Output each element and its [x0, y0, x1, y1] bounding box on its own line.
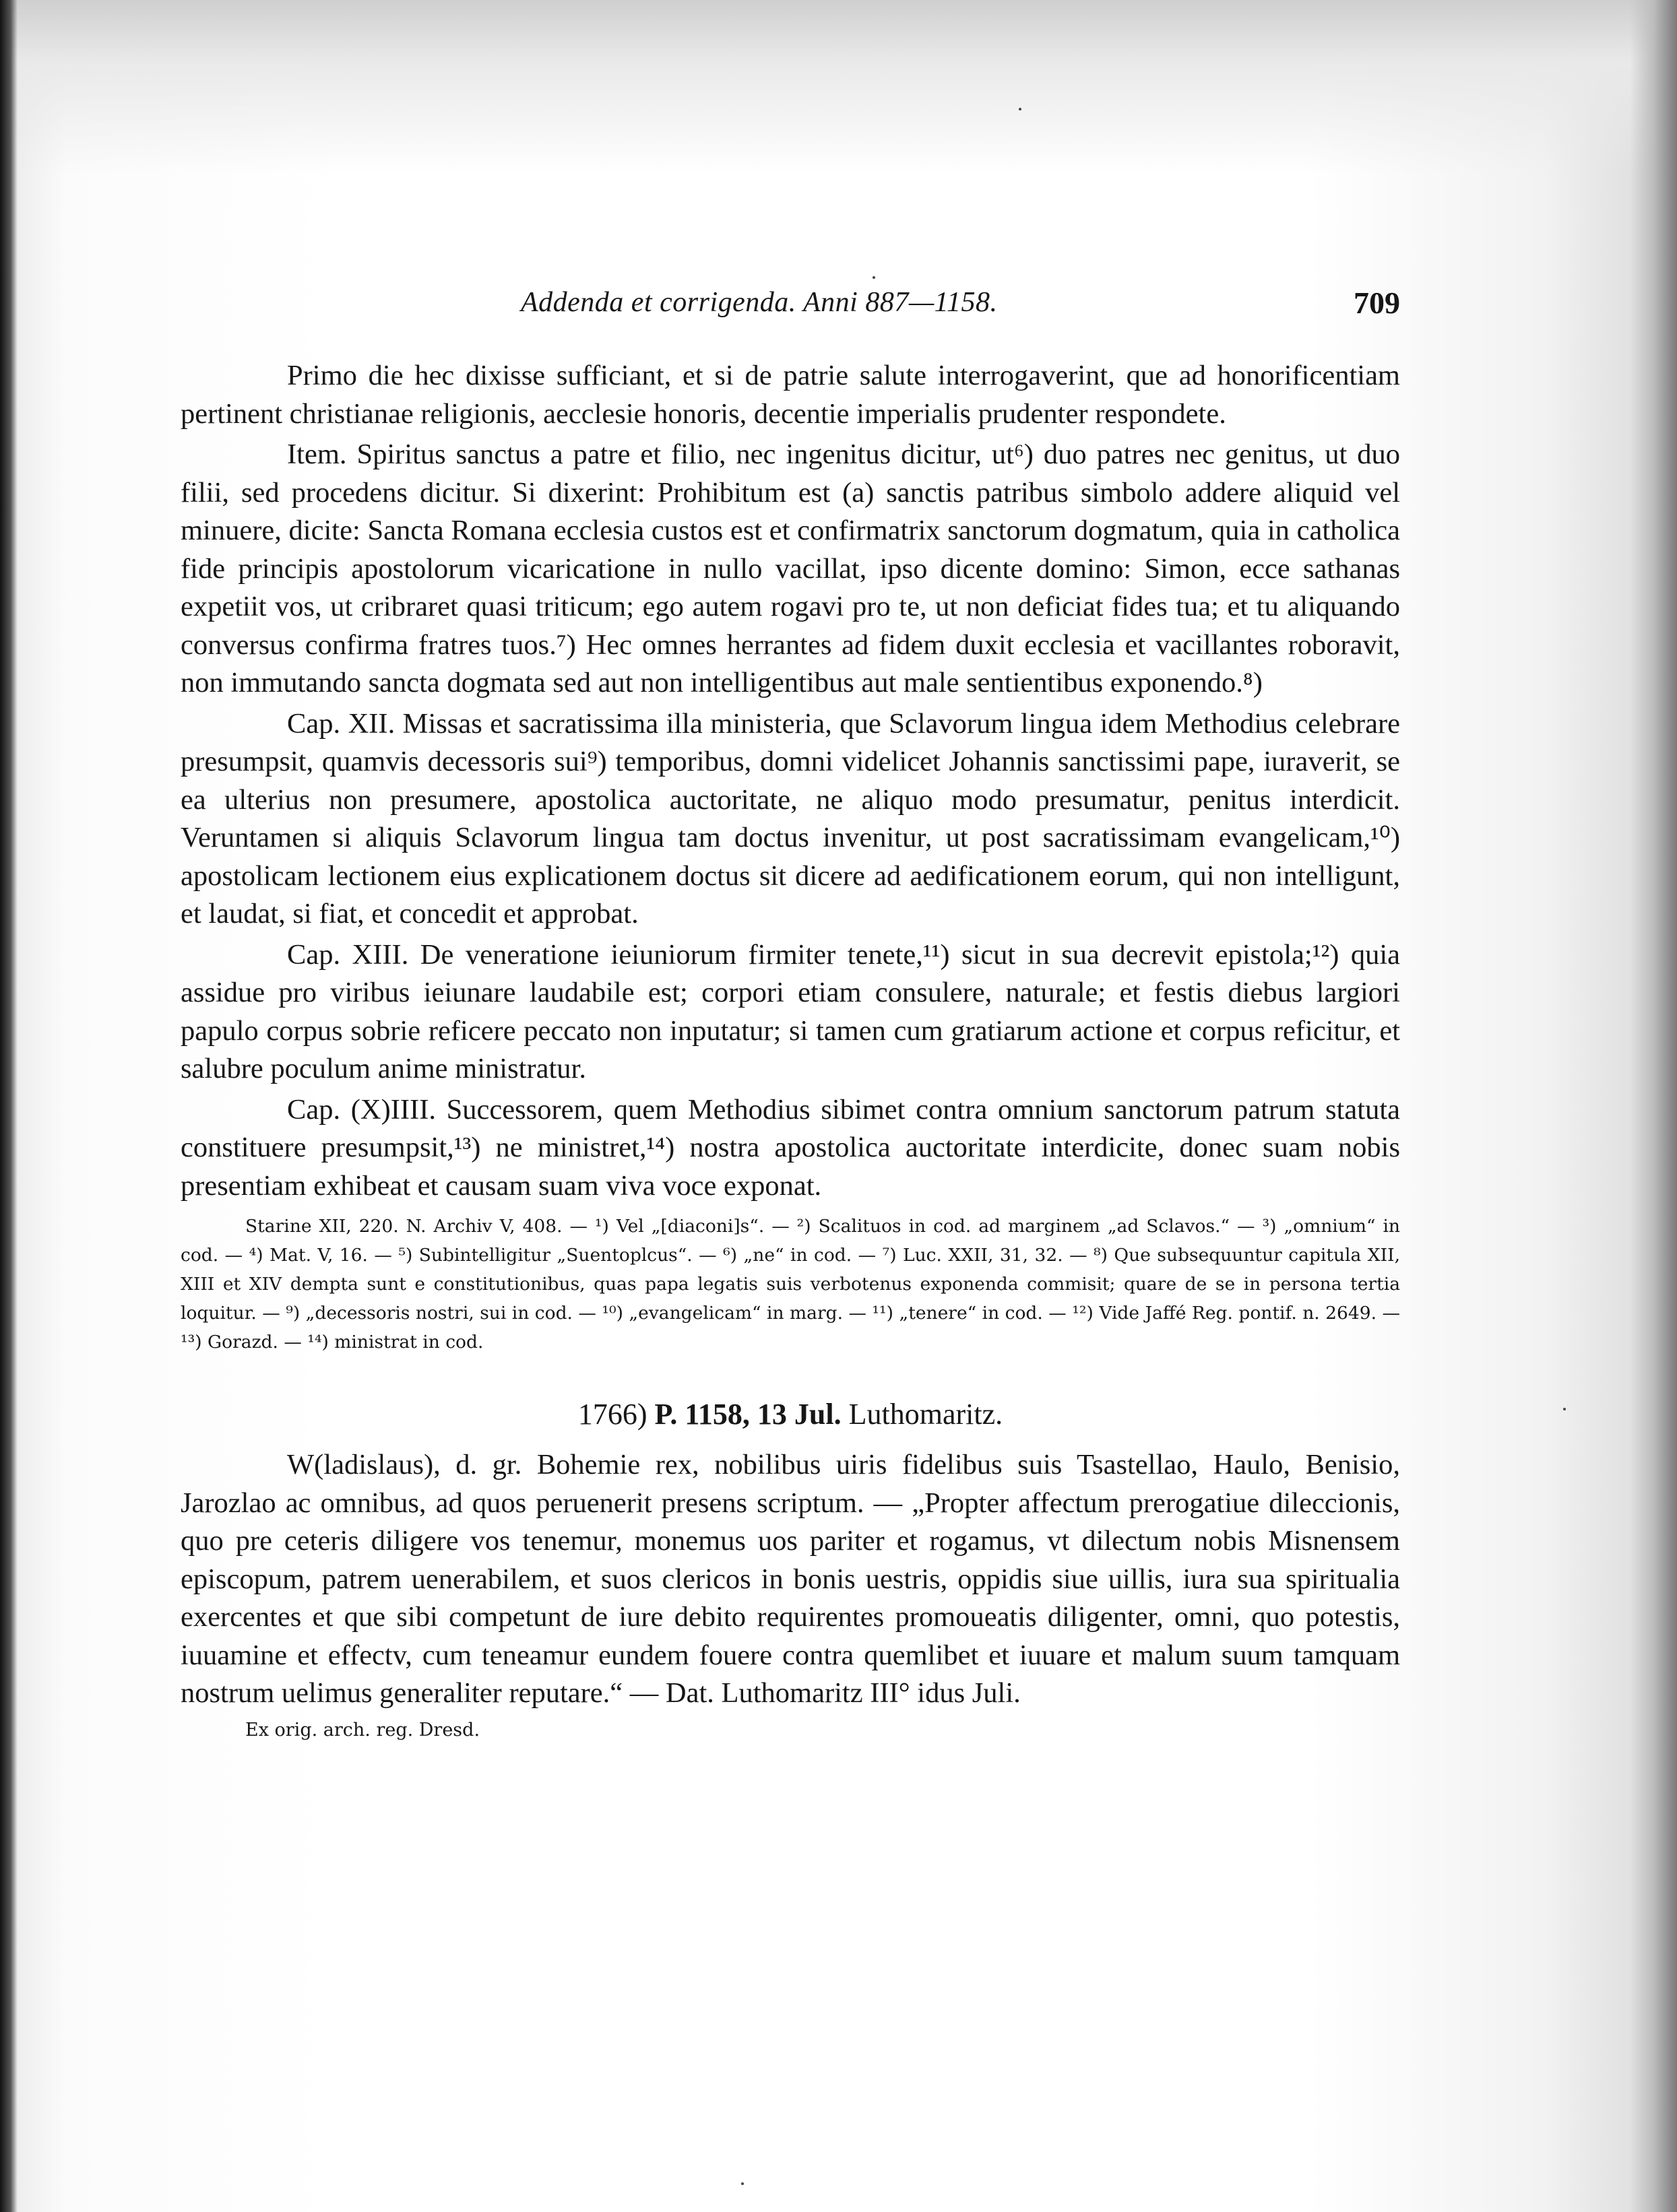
scan-speck: [1563, 1408, 1566, 1410]
document-place: Luthomaritz.: [848, 1398, 1003, 1431]
scan-speck: [741, 2182, 744, 2185]
document-number: 1766): [577, 1398, 647, 1431]
scan-left-edge: [0, 0, 18, 2212]
document-heading: [181, 1397, 1400, 1431]
scan-speck: [1019, 108, 1021, 110]
document-date: P. 1158, 13 Jul.: [654, 1398, 842, 1431]
page-number: 709: [1354, 286, 1400, 320]
document-source: Ex orig. arch. reg. Dresd.: [245, 1719, 480, 1741]
footnotes: Starine XII, 220. N. Archiv V, 408. — ¹) Vel „[diaconi]s“. — ²) Scalituos in cod. ad marginem „ad Sclavos.“ — ³) „omnium“ in cod. — ⁴) Mat. V, 16. — ⁵) Subintelligitur „Suentoplcus“. — ⁶) „ne“ in cod. — ⁷) Luc. XXII, 31, 32. — ⁸) Que subsequuntur capitula XII, XIII et XIV dempta sunt e constitutionibus, quas papa legatis suis verbotenus exponenda commisit; quare de se in persona tertia loquitur. — ⁹) „decessoris nostri, sui in cod. — ¹⁰) „evangelicam“ in marg. — ¹¹) „tenere“ in cod. — ¹²) Vide Jaffé Reg. pontif. n. 2649. — ¹³) Gorazd. — ¹⁴) ministrat in cod.: [181, 1216, 1400, 1353]
scan-right-edge: [1630, 0, 1677, 2212]
scan-top-shadow: [0, 0, 1677, 175]
paragraph-cap-xiiii: Cap. (X)IIII. Successorem, quem Methodius sibimet contra omnium sanctorum patrum statuta constituere presumpsit,¹³) ne ministret,¹⁴) nostra apostolica auctoritate interdicite, donec suam nobis presentiam exhibeat et causam suam viva voce exponat.: [181, 1093, 1400, 1202]
document-text: W(ladislaus), d. gr. Bohemie rex, nobilibus uiris fidelibus suis Tsastellao, Haulo, Benisio, Jarozlao ac omnibus, ad quos peruenerit presens scriptum. — „Propter affectum prerogatiue dileccionis, quo pre ceteris diligere vos tenemur, monemus uos pariter et rogamus, vt dilectum nobis Misnensem episcopum, patrem uenerabilem, et suos clericos in bonis uestris, oppidis siue uillis, iura sua spiritualia exercentes et que sibi competunt de iure debito requirentes promoueatis diligenter, omni, quo potestis, iuuamine et effectv, cum teneamur eundem fouere contra quemlibet et iuuare et malum suum tamquam nostrum uelimus generaliter reputare.“ — Dat. Luthomaritz III° idus Juli.: [181, 1449, 1400, 1709]
paragraph-item: Item. Spiritus sanctus a patre et filio, nec ingenitus dicitur, ut⁶) duo patres nec genitus, ut duo filii, sed procedens dicitur. Si dixerint: Prohibitum est (a) sanctis patribus simbolo addere aliquid vel minuere, dicite: Sancta Romana ecclesia custos est et confirmatrix sanctorum dogmatum, quia in catholica fide principis apostolorum vicaricatione in nullo vacillat, ipso dicente domino: Simon, ecce sathanas expetiit vos, ut cribraret quasi triticum; ego autem rogavi pro te, ut non deficiat fides tua; et tu aliquando conversus confirma fratres tuos.⁷) Hec omnes herrantes ad fidem duxit ecclesia et vacillantes roboravit, non immutando sancta dogmata sed aut non intelligentibus aut male sentientibus exponendo.⁸): [181, 438, 1400, 698]
paragraph-primo: Primo die hec dixisse sufficiant, et si de patrie salute interrogaverint, que ad honorificentiam pertinent christianae religionis, aecclesie honoris, decentie imperialis prudenter respondete.: [181, 360, 1400, 430]
page-body: [181, 357, 1400, 1744]
paragraph-cap-xiii: Cap. XIII. De veneratione ieiuniorum firmiter tenete,¹¹) sicut in sua decrevit epistola;¹²) quia assidue pro viribus ieiunare laudabile est; corpori etiam consulere, naturale; et festis diebus largiori papulo corpus sobrie reficere peccato non inputatur; si tamen cum gratiarum actione et corpus reficitur, et salubre poculum anime ministratur.: [181, 938, 1400, 1084]
scan-speck: [873, 276, 875, 279]
page-header: [181, 286, 1400, 333]
running-head: Addenda et corrigenda. Anni 887—1158.: [521, 287, 998, 318]
paragraph-cap-xii: Cap. XII. Missas et sacratissima illa ministeria, que Sclavorum lingua idem Methodius celebrare presumpsit, quamvis decessoris sui⁹) temporibus, domni videlicet Johannis sanctissimi pape, iuraverit, se ea ulterius non presumere, apostolica auctoritate, ne aliquo modo presumatur, penitus interdicit. Veruntamen si aliquis Sclavorum lingua tam doctus invenitur, ut post sacratissimam evangelicam,¹⁰) apostolicam lectionem eius explicationem doctus sit dicere ad aedificationem eorum, qui non intelligunt, et laudat, si fiat, et concedit et approbat.: [181, 707, 1400, 930]
